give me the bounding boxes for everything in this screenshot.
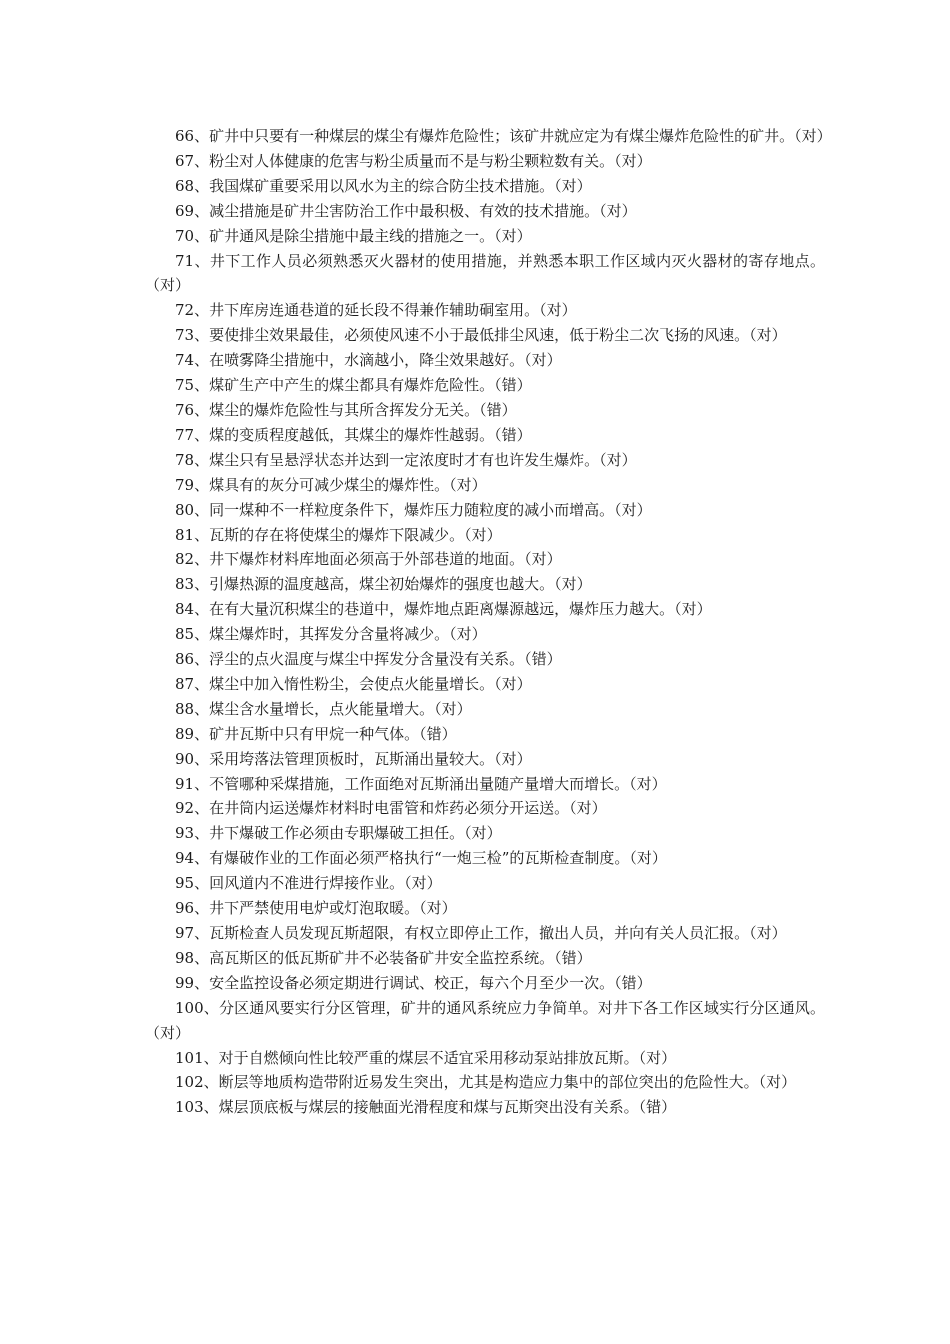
list-item: 100、分区通风要实行分区管理，矿井的通风系统应力争简单。对井下各工作区域实行分区通风。（对） bbox=[145, 998, 825, 1042]
list-item: 71、井下工作人员必须熟悉灭火器材的使用措施，并熟悉本职工作区域内灭火器材的寄存地点。（对） bbox=[145, 251, 825, 295]
list-item: 69、减尘措施是矿井尘害防治工作中最积极、有效的技术措施。（对） bbox=[175, 201, 637, 220]
list-item: 89、矿井瓦斯中只有甲烷一种气体。（错） bbox=[175, 724, 457, 743]
list-item: 99、安全监控设备必须定期进行调试、校正，每六个月至少一次。（错） bbox=[175, 973, 652, 992]
list-item: 87、煤尘中加入惰性粉尘，会使点火能量增长。（对） bbox=[175, 674, 532, 693]
list-item: 95、回风道内不准进行焊接作业。（对） bbox=[175, 874, 442, 893]
list-item: 81、瓦斯的存在将使煤尘的爆炸下限减少。（对） bbox=[175, 525, 502, 544]
list-item: 94、有爆破作业的工作面必须严格执行“一炮三检”的瓦斯检查制度。（对） bbox=[175, 849, 667, 868]
list-item: 88、煤尘含水量增长，点火能量增大。（对） bbox=[175, 699, 472, 718]
list-item: 66、矿井中只要有一种煤层的煤尘有爆炸危险性；该矿井就应定为有煤尘爆炸危险性的矿井。（对） bbox=[175, 127, 832, 145]
list-item: 78、煤尘只有呈悬浮状态并达到一定浓度时才有也许发生爆炸。（对） bbox=[175, 450, 637, 469]
list-item: 84、在有大量沉积煤尘的巷道中，爆炸地点距离爆源越远，爆炸压力越大。（对） bbox=[175, 600, 712, 619]
list-item: 75、煤矿生产中产生的煤尘都具有爆炸危险性。（错） bbox=[175, 376, 532, 395]
list-item: 74、在喷雾降尘措施中，水滴越小，降尘效果越好。（对） bbox=[175, 351, 562, 370]
list-item: 68、我国煤矿重要采用以风水为主的综合防尘技术措施。（对） bbox=[175, 176, 592, 195]
list-item: 101、对于自燃倾向性比较严重的煤层不适宜采用移动泵站排放瓦斯。（对） bbox=[175, 1048, 677, 1067]
list-item: 103、煤层顶底板与煤层的接触面光滑程度和煤与瓦斯突出没有关系。（错） bbox=[175, 1098, 677, 1117]
list-item: 72、井下库房连通巷道的延长段不得兼作辅助硐室用。（对） bbox=[175, 301, 577, 320]
list-item: 73、要使排尘效果最佳，必须使风速不小于最低排尘风速，低于粉尘二次飞扬的风速。（对） bbox=[175, 326, 787, 345]
list-item: 76、煤尘的爆炸危险性与其所含挥发分无关。（错） bbox=[175, 400, 517, 419]
list-item: 82、井下爆炸材料库地面必须高于外部巷道的地面。（对） bbox=[175, 550, 562, 569]
list-item: 97、瓦斯检查人员发现瓦斯超限，有权立即停止工作，撤出人员，并向有关人员汇报。（对） bbox=[175, 924, 787, 942]
list-item: 96、井下严禁使用电炉或灯泡取暖。（对） bbox=[175, 899, 457, 918]
list-item: 90、采用垮落法管理顶板时，瓦斯涌出量较大。（对） bbox=[175, 749, 532, 768]
list-item: 83、引爆热源的温度越高，煤尘初始爆炸的强度也越大。（对） bbox=[175, 575, 592, 594]
question-list bbox=[145, 124, 832, 1120]
list-item: 79、煤具有的灰分可减少煤尘的爆炸性。（对） bbox=[175, 475, 487, 494]
list-item: 70、矿井通风是除尘措施中最主线的措施之一。（对） bbox=[175, 226, 532, 245]
list-item: 85、煤尘爆炸时，其挥发分含量将减少。（对） bbox=[175, 625, 487, 644]
list-item: 86、浮尘的点火温度与煤尘中挥发分含量没有关系。（错） bbox=[175, 650, 562, 669]
list-item: 91、不管哪种采煤措施，工作面绝对瓦斯涌出量随产量增大而增长。（对） bbox=[175, 774, 667, 793]
list-item: 77、煤的变质程度越低，其煤尘的爆炸性越弱。（错） bbox=[175, 425, 532, 444]
list-item: 93、井下爆破工作必须由专职爆破工担任。（对） bbox=[175, 824, 502, 843]
list-item: 102、断层等地质构造带附近易发生突出，尤其是构造应力集中的部位突出的危险性大。（对） bbox=[175, 1073, 797, 1092]
list-item: 80、同一煤种不一样粒度条件下，爆炸压力随粒度的减小而增高。（对） bbox=[175, 500, 652, 519]
list-item: 67、粉尘对人体健康的危害与粉尘质量而不是与粉尘颗粒数有关。（对） bbox=[175, 151, 652, 170]
list-item: 92、在井筒内运送爆炸材料时电雷管和炸药必须分开运送。（对） bbox=[175, 799, 607, 818]
list-item: 98、高瓦斯区的低瓦斯矿井不必装备矿井安全监控系统。（错） bbox=[175, 948, 592, 967]
